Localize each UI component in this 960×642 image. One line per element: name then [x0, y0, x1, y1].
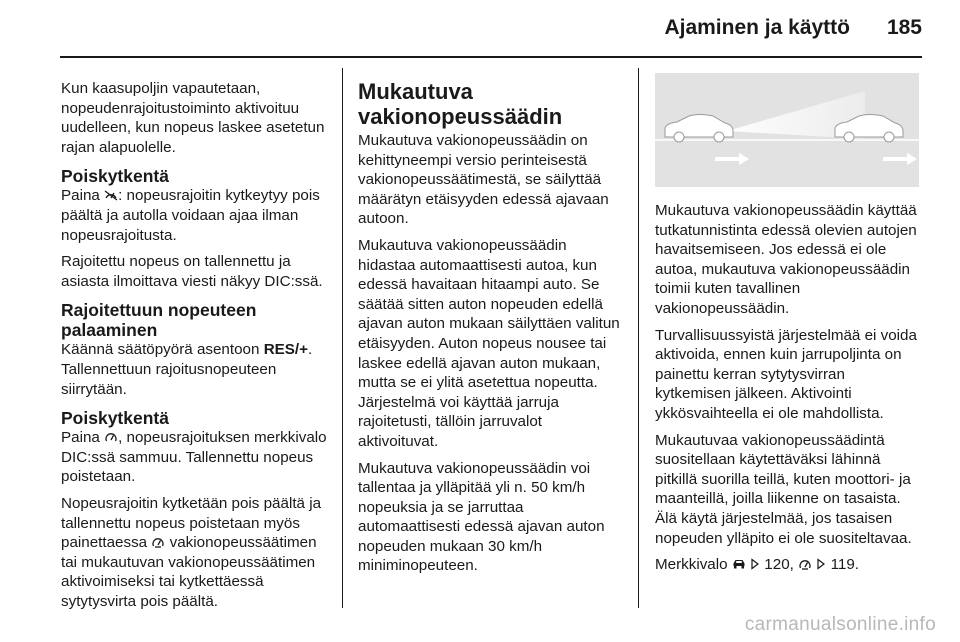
paragraph: Mukautuva vakionopeussäädin käyttää tutkatunnistinta edessä olevien autojen havaitsemiseen. Jos edessä ei ole autoa, mukautuva vakionopeussäädin toimii kuten tavallinen vakionopeussäädin. — [655, 202, 917, 317]
heading-poiskytkenta: Poiskytkentä — [61, 408, 169, 429]
column-right — [655, 79, 923, 582]
heading-poiskytkenta: Poiskytkentä — [61, 166, 169, 187]
speed-limiter-icon — [104, 431, 118, 443]
radar-diagram-icon — [655, 73, 919, 187]
paragraph: Rajoitettu nopeus on tallennettu ja asiasta ilmoittava viesti näkyy DIC:ssä. — [61, 253, 323, 290]
header-rule — [60, 56, 922, 58]
paragraph: Mukautuva vakionopeussäädin hidastaa automaattisesti autoa, kun edessä havaitaan hitaampi auto. Se säätää sitten auton nopeuden edellä ajavan auton mukaan säilyttäen valitun etäisyyden. Auton nopeus nousee tai laskee edellä ajavan auton mukaan, mutta se ei ylitä asetettua nopeutta. Järjestelmä voi käyttää jarruja rajoitetusti, tällöin jarruvalot aktivoituvat. — [358, 236, 620, 450]
watermark: carmanualsonline.info — [744, 614, 936, 635]
paragraph: Mukautuvaa vakionopeussäädintä suositellaan käytettäväksi lähinnä pitkillä suorilla teillä, kuten moottori- ja maanteillä, joilla liikenne on tasaista. Älä käytä järjestelmää, jos tasaisen nopeuden ylläpito ei ole suositeltavaa. — [655, 431, 912, 547]
page-number: 185 — [886, 16, 922, 39]
heading-rajoitettu: Rajoitettuun nopeuteen palaaminen — [61, 300, 257, 341]
cruise-control-icon — [798, 558, 812, 570]
column-divider — [638, 68, 639, 608]
paragraph: Mukautuva vakionopeussäädin on kehittyneempi versio perinteisestä vakionopeussäätimestä, se säilyttää määrätyn etäisyyden edessä ajavaan autoon. — [358, 132, 609, 228]
main-heading: Mukautuva vakionopeussäädin — [358, 79, 563, 129]
page-reference-arrow-icon — [750, 558, 760, 570]
column-divider — [342, 68, 343, 608]
section-title: Ajaminen ja käyttö — [664, 16, 850, 39]
paragraph: Paina : nopeusrajoitin kytkeytyy pois päältä ja autolla voidaan ajaa ilman nopeusrajoitusta. — [61, 187, 320, 244]
page-header — [0, 0, 960, 58]
cross-reference: Merkkivalo 120, 119. — [655, 556, 859, 574]
paragraph: Paina , nopeusrajoituksen merkkivalo DIC:ssä sammuu. Tallennettu nopeus poistetaan. — [61, 429, 327, 486]
cruise-control-icon — [151, 536, 165, 548]
paragraph: Mukautuva vakionopeussäädin voi tallentaa ja ylläpitää yli n. 50 km/h nopeuksia ja se jarruttaa automaattisesti edessä ajavan auton nopeuden mukaan 30 km/h miniminopeuteen. — [358, 459, 605, 575]
paragraph: Nopeusrajoitin kytketään pois päältä ja tallennettu nopeus poistetaan myös painettaessa vakionopeussäätimen tai mukautuvan vakionopeussäätimen aktivoimiseksi tai kytkettäessä sytytysvirta pois päältä. — [61, 494, 322, 610]
adaptive-cruise-illustration — [655, 73, 919, 187]
speed-limiter-off-icon — [104, 189, 118, 201]
paragraph: Turvallisuussyistä järjestelmää ei voida aktivoida, ennen kuin jarrupoljinta on painettu kerran sytytysvirran kytkemisen jälkeen. Aktivointi ykkösvaihteella ei ole mahdollista. — [655, 326, 917, 422]
paragraph: Käännä säätöpyörä asentoon RES/+. Tallennettuun rajoitusnopeuteen siirrytään. — [61, 341, 313, 398]
column-left — [61, 79, 329, 618]
paragraph: Kun kaasupoljin vapautetaan, nopeudenrajoitustoiminto aktivoituu uudelleen, kun nopeus laskee asetetun rajan alapuolelle. — [61, 80, 325, 156]
vehicle-ahead-icon — [732, 558, 746, 570]
column-middle — [358, 79, 624, 583]
page-reference-arrow-icon — [816, 558, 826, 570]
